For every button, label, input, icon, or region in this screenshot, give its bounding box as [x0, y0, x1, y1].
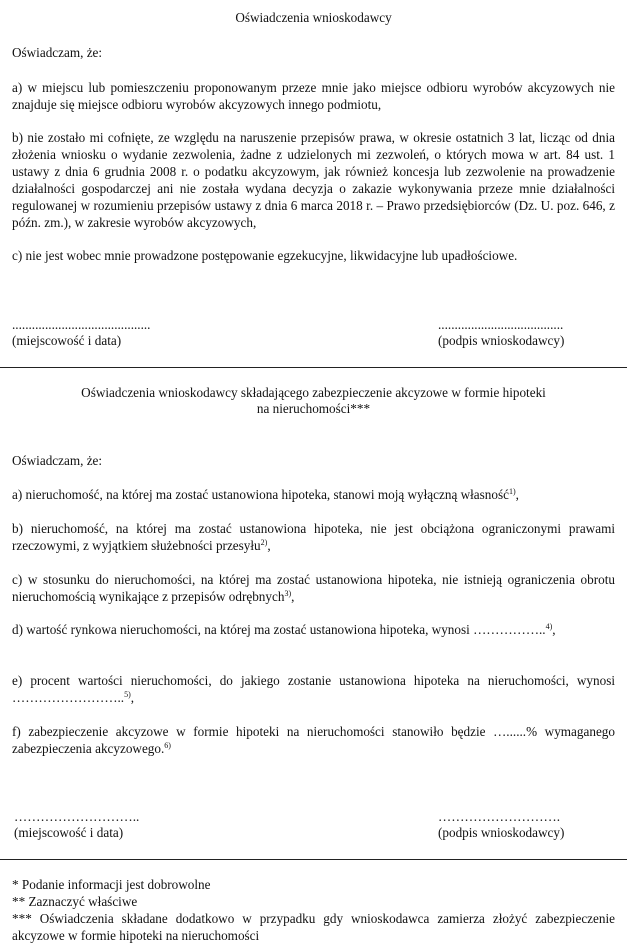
- section1-item-a: a) w miejscu lub pomieszczeniu proponowanym przeze mnie jako miejsce odbioru wyrobów akcyzowych nie znajduje się miejsce odbioru wyrobów akcyzowych innego podmiotu,: [12, 80, 615, 112]
- section2-item-c: c) w stosunku do nieruchomości, na której ma zostać ustanowiona hipoteka, nie istnieją ograniczenia obrotu nieruchomością wynikające z przepisów odrębnych$^{3)}$,: [12, 572, 615, 604]
- section2-item-e: e) procent wartości nieruchomości, do jakiego zostanie ustanowiona hipoteka na nieruchomości, wynosi ……………………..$^{5)}$,: [12, 673, 615, 705]
- section2-signature-dots: ……………………….: [438, 809, 560, 824]
- footnote-3: *** Oświadczenia składane dodatkowo w przypadku gdy wnioskodawca zamierza złożyć zabezpieczenie akcyzowe w formie hipoteki na nieruchomości: [12, 911, 615, 943]
- footnote-divider: [0, 859, 627, 860]
- section2-item-d: d) wartość rynkowa nieruchomości, na której ma zostać ustanowiona hipoteka, wynosi ……………..$^{4)}$,: [12, 622, 556, 637]
- section2-signature-label: (podpis wnioskodawcy): [438, 825, 565, 840]
- section1-intro: Oświadczam, że:: [12, 45, 103, 60]
- section1-item-c: c) nie jest wobec mnie prowadzone postępowanie egzekucyjne, likwidacyjne lub upadłościowe.: [12, 248, 518, 263]
- section2-title-line2: na nieruchomości***: [256, 401, 371, 416]
- section1-place-date-label: (miejscowość i data): [12, 333, 122, 348]
- section2-item-f: f) zabezpieczenie akcyzowe w formie hipoteki na nieruchomości stanowiło będzie …......% wymaganego zabezpieczenia akcyzowego.$^{6)}$: [12, 724, 615, 756]
- footnote-2: ** Zaznaczyć właściwe: [12, 894, 138, 909]
- section-divider: [0, 367, 627, 368]
- section2-item-a: a) nieruchomość, na której ma zostać ustanowiona hipoteka, stanowi moją wyłączną własność$^{1)}$,: [12, 487, 519, 502]
- section1-title: Oświadczenia wnioskodawcy: [235, 10, 392, 25]
- section1-item-b: b) nie zostało mi cofnięte, ze względu na naruszenie przepisów prawa, w okresie ostatnich 3 lat, licząc od dnia złożenia wniosku o wydanie zezwolenia, żadne z udzielonych mi zezwoleń, o których mowa w art. 84 ust. 1 ustawy z dnia 6 grudnia 2008 r. o podatku akcyzowym, jak również koncesja lub zezwolenie na prowadzenie działalności gospodarczej ani nie została wydana decyzja o zakazie wykonywania przeze mnie działalności regulowanej w rozumieniu przepisów ustawy z dnia 6 marca 2018 r. – Prawo przedsiębiorców (Dz. U. poz. 646, z późn. zm.), w zakresie wyrobów akcyzowych,: [12, 130, 615, 230]
- section2-place-date-label: (miejscowość i data): [14, 825, 124, 840]
- section2-intro: Oświadczam, że:: [12, 453, 103, 468]
- section1-place-date-dots: ..........................................: [12, 317, 151, 332]
- section2-title-line1: Oświadczenia wnioskodawcy składającego zabezpieczenie akcyzowe w formie hipoteki: [81, 385, 546, 400]
- footnote-1: * Podanie informacji jest dobrowolne: [12, 877, 211, 892]
- section1-signature-label: (podpis wnioskodawcy): [438, 333, 565, 348]
- section2-place-date-dots: ………………………..: [14, 809, 140, 824]
- section1-signature-dots: ......................................: [438, 317, 564, 332]
- section2-item-b: b) nieruchomość, na której ma zostać ustanowiona hipoteka, nie jest obciążona ograniczonymi prawami rzeczowymi, z wyjątkiem służebności przesyłu$^{2)}$,: [12, 521, 615, 553]
